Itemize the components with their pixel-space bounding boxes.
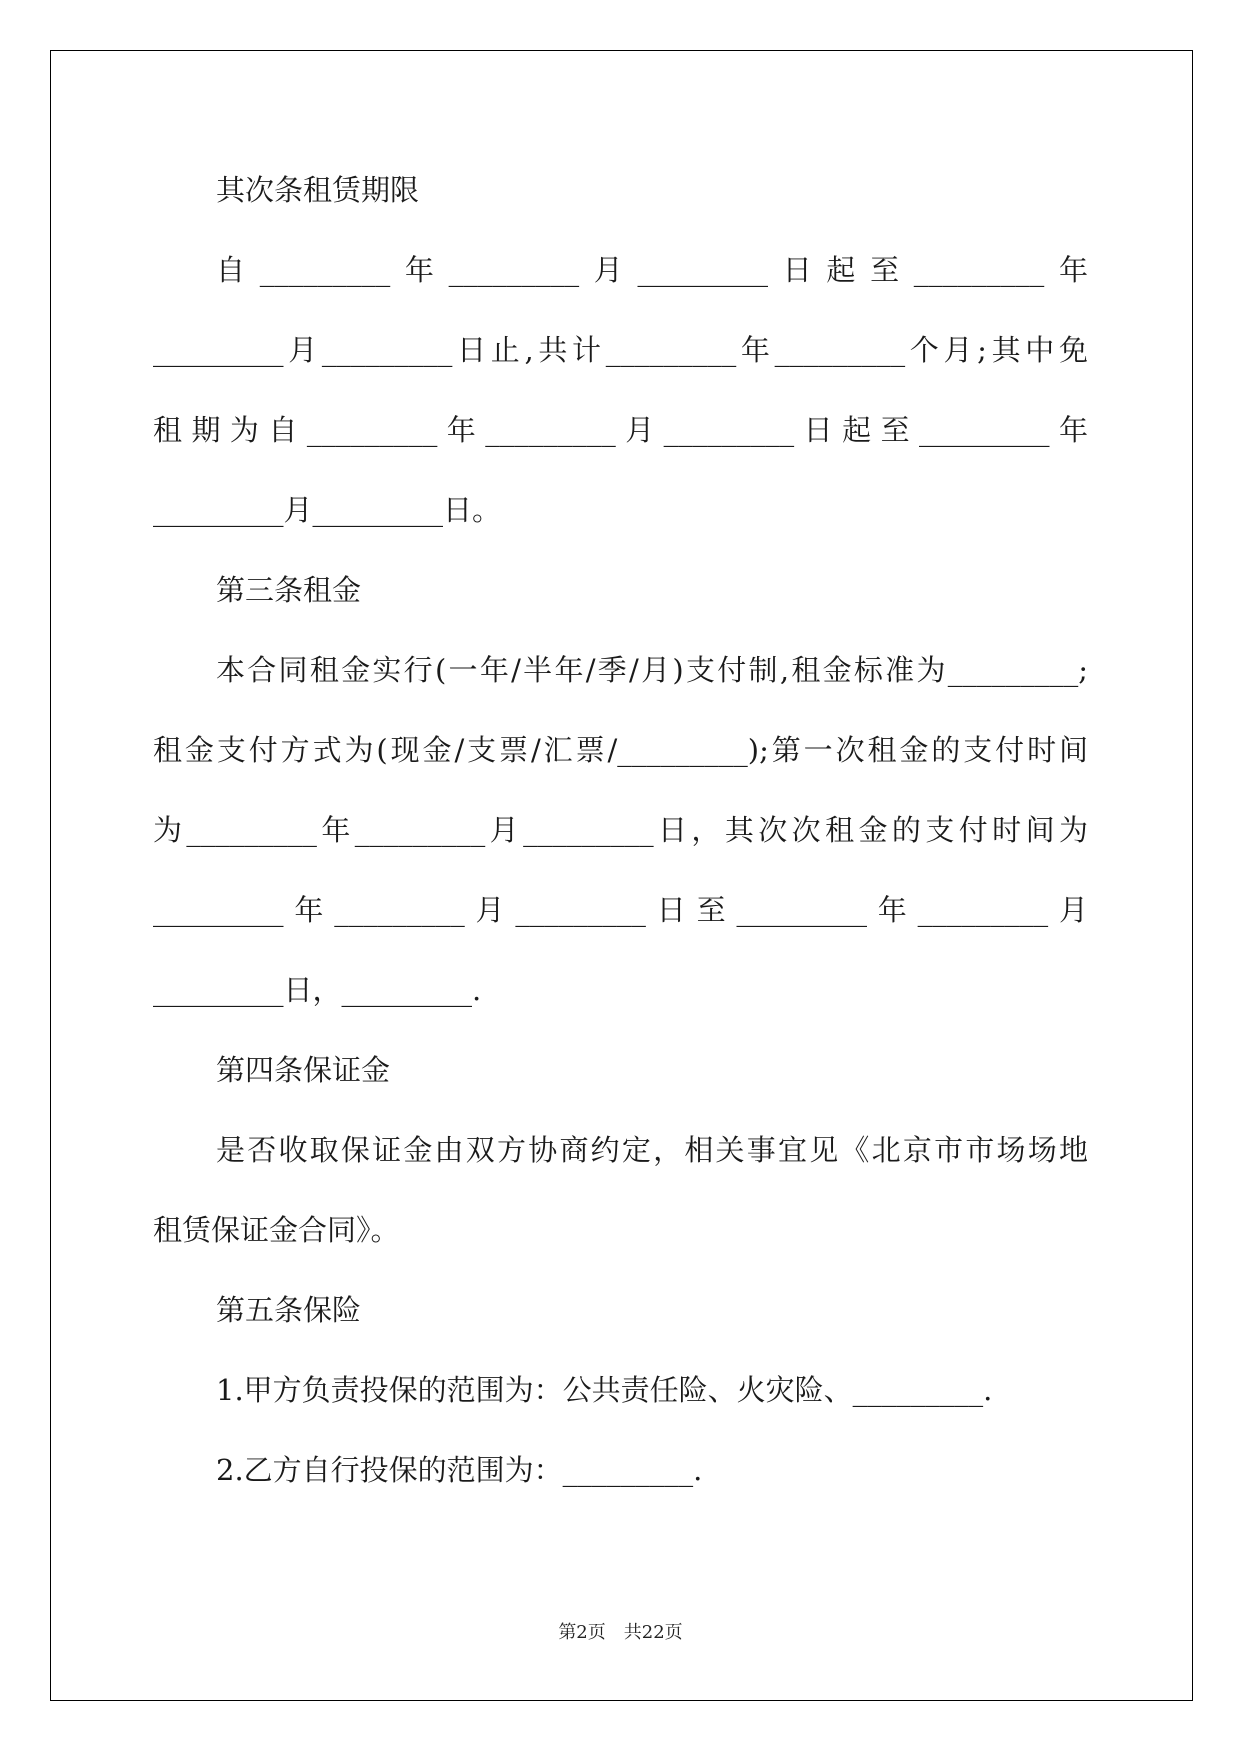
paragraph-line: 自_________年_________月_________日起至_________年 [216, 253, 1088, 287]
paragraph-line: 本合同租金实行(一年/半年/季/月)支付制,租金标准为_________; [216, 653, 1088, 687]
page-footer [0, 1618, 1241, 1644]
paragraph-line: _________年_________月_________日至_________年_________月 [153, 893, 1088, 927]
paragraph-line: 租金支付方式为(现金/支票/汇票/_________);第一次租金的支付时间 [153, 733, 1088, 767]
list-item: 1.甲方负责投保的范围为：公共责任险、火灾险、_________. [216, 1373, 993, 1407]
paragraph-line: 租赁保证金合同》。 [153, 1213, 400, 1247]
section-heading-insurance: 第五条保险 [216, 1293, 362, 1327]
section-heading-lease-term: 其次条租赁期限 [216, 173, 420, 207]
list-item: 2.乙方自行投保的范围为：_________. [216, 1453, 703, 1487]
paragraph-line: 为_________年_________月_________日，其次次租金的支付时间为 [153, 813, 1088, 847]
paragraph-line: _________月_________日。 [153, 493, 502, 527]
paragraph-line: _________日，_________. [153, 973, 482, 1007]
paragraph-line: 租期为自_________年_________月_________日起至_________年 [153, 413, 1088, 447]
page-total: 共22页 [623, 1622, 683, 1643]
paragraph-line: _________月_________日止,共计_________年_________个月;其中免 [153, 333, 1088, 367]
section-heading-rent: 第三条租金 [216, 573, 362, 607]
section-heading-deposit: 第四条保证金 [216, 1053, 391, 1087]
paragraph-line: 是否收取保证金由双方协商约定，相关事宜见《北京市市场场地 [216, 1133, 1088, 1167]
page-number: 第2页 [558, 1622, 606, 1643]
